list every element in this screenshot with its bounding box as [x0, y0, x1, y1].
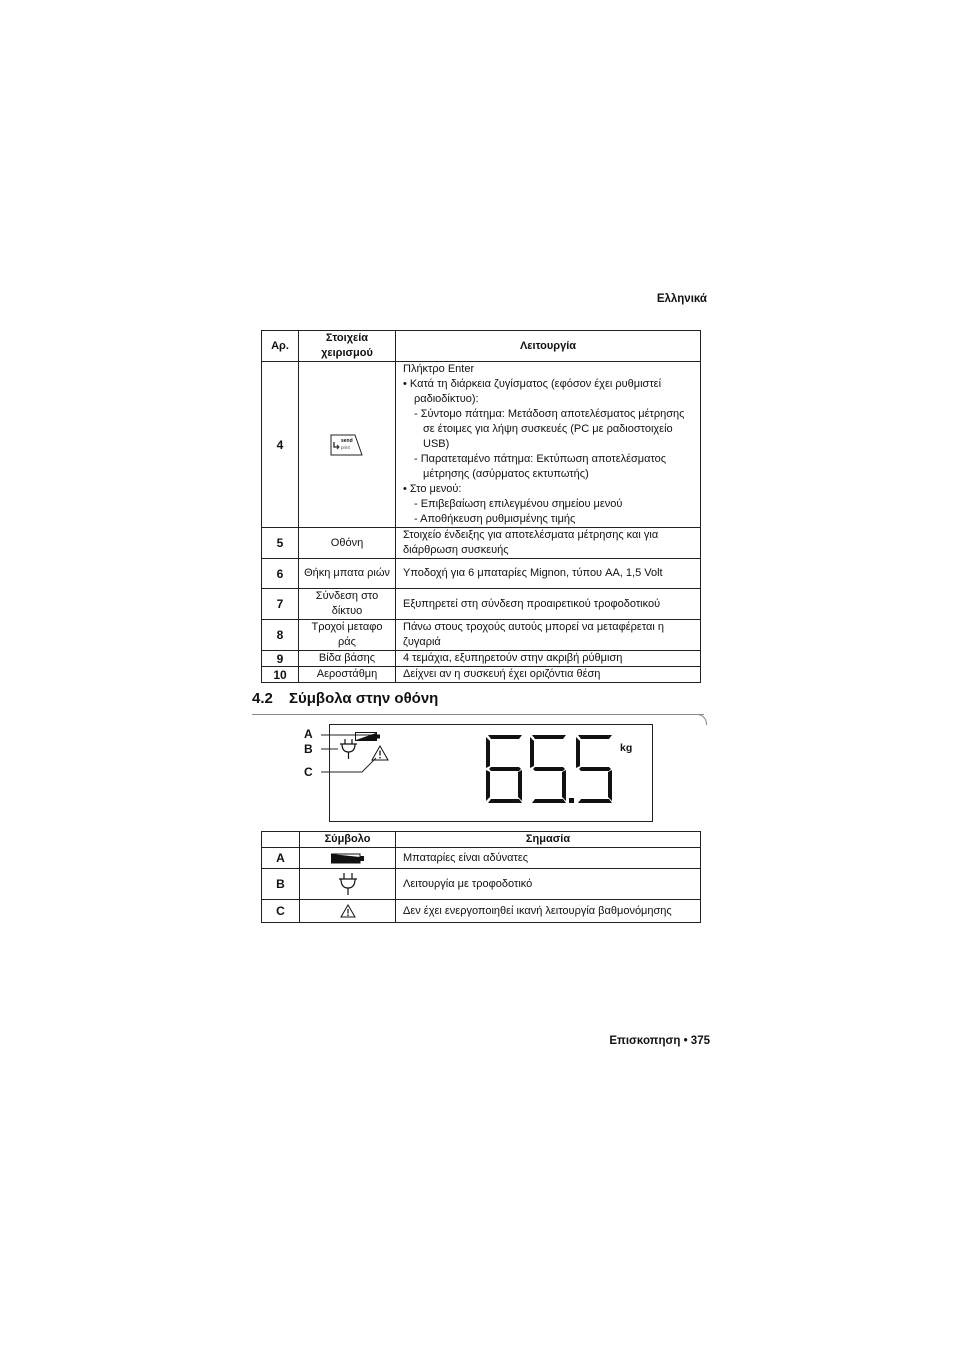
function-title: Πλήκτρο Enter [403, 363, 475, 375]
row-element: Σύνδεση στο δίκτυο [299, 589, 396, 620]
row-num: 10 [262, 667, 299, 683]
weight-reading-digits [485, 734, 613, 804]
col-header-function: Λειτουργία [396, 331, 701, 362]
table-header-row [262, 331, 701, 362]
display-label-b: B [304, 742, 313, 756]
symbol-letter: A [262, 848, 300, 869]
symbol-cell [300, 869, 396, 900]
table-row [262, 589, 701, 620]
function-bullet: • Στο μενού: [403, 483, 462, 495]
row-function: Δείχνει αν η συσκευή έχει οριζόντια θέση [396, 667, 701, 683]
col-header-letter [262, 832, 300, 848]
symbol-meaning: Μπαταρίες είναι αδύνατες [396, 848, 701, 869]
row-function: Εξυπηρετεί στη σύνδεση προαιρετικού τροφοδοτικού [396, 589, 701, 620]
function-subitem: - Επιβεβαίωση επιλεγμένου σημείου μενού [414, 498, 623, 510]
symbol-meaning: Δεν έχει ενεργοποιηθεί ικανή λειτουργία βαθμονόμησης [396, 900, 701, 923]
row-element: Οθόνη [299, 528, 396, 559]
table-row [262, 528, 701, 559]
table-row [262, 362, 701, 528]
function-subitem: - Αποθήκευση ρυθμισμένης τιμής [414, 513, 576, 525]
page-footer: Επισκοπηση • 375 [609, 1035, 710, 1047]
function-subitem: - Παρατεταμένο πάτημα: Εκτύπωση αποτελέσματος μέτρησης (ασύρματος εκτυπωτής) [414, 453, 667, 480]
row-element: Βίδα βάσης [299, 651, 396, 667]
language-label: Ελληνικά [656, 293, 707, 305]
symbol-cell [300, 900, 396, 923]
row-num: 5 [262, 528, 299, 559]
display-label-a: A [304, 727, 313, 741]
row-function: Υποδοχή για 6 μπαταρίες Mignon, τύπου AA, 1,5 Volt [396, 559, 701, 589]
function-bullet: • Κατά τη διάρκεια ζυγίσματος (εφόσον έχει ρυθμιστεί ραδιοδίκτυο): [403, 378, 662, 405]
symbols-table [261, 831, 701, 923]
row-num: 4 [262, 362, 299, 528]
col-header-num: Αρ. [262, 331, 299, 362]
row-num: 8 [262, 620, 299, 651]
warning-triangle-icon [340, 904, 356, 918]
function-cell [396, 362, 701, 528]
symbol-cell [300, 848, 396, 869]
table-header-row [262, 832, 701, 848]
section-title: Σύμβολα στην οθόνη [289, 690, 439, 707]
function-subitem: - Σύντομο πάτημα: Μετάδοση αποτελέσματος μέτρησης σε έτοιμες για λήψη συσκευές (PC με ραδιοστοιχείο USB) [414, 408, 685, 450]
display-label-c: C [304, 765, 313, 779]
controls-table [261, 330, 701, 683]
row-function: 4 τεμάχια, εξυπηρετούν στην ακριβή ρύθμιση [396, 651, 701, 667]
row-num: 6 [262, 559, 299, 589]
key-label-print: print [341, 444, 350, 450]
section-rule-corner [696, 714, 707, 725]
table-row [262, 620, 701, 651]
power-plug-icon [337, 872, 359, 896]
key-label-send: send [341, 437, 353, 444]
table-row [262, 869, 701, 900]
col-header-symbol: Σύμβολο [300, 832, 396, 848]
table-row [262, 900, 701, 923]
row-function: Στοιχείο ένδειξης για αποτελέσματα μέτρησης και για διάρθρωση συσκευής [396, 528, 701, 559]
section-number: 4.2 [252, 690, 273, 707]
col-header-meaning: Σημασία [396, 832, 701, 848]
table-row [262, 848, 701, 869]
section-heading [252, 690, 438, 707]
symbol-meaning: Λειτουργία με τροφοδοτικό [396, 869, 701, 900]
table-row [262, 651, 701, 667]
battery-low-icon [331, 853, 365, 864]
row-element: Αεροστάθμη [299, 667, 396, 683]
symbol-letter: B [262, 869, 300, 900]
row-num: 9 [262, 651, 299, 667]
section-rule [252, 714, 704, 715]
enter-key-icon [330, 433, 364, 457]
lcd-display [329, 724, 653, 822]
warning-triangle-icon [371, 745, 389, 761]
row-num: 7 [262, 589, 299, 620]
power-plug-icon [338, 738, 360, 760]
weight-unit: kg [620, 742, 633, 754]
row-element: Θήκη μπατα ριών [299, 559, 396, 589]
table-row [262, 667, 701, 683]
row-element: Τροχοί μεταφο ράς [299, 620, 396, 651]
row-function: Πάνω στους τροχούς αυτούς μπορεί να μεταφέρεται η ζυγαριά [396, 620, 701, 651]
table-row [262, 559, 701, 589]
enter-key-cell [299, 362, 396, 528]
symbol-letter: C [262, 900, 300, 923]
col-header-element: Στοιχεία χειρισμού [299, 331, 396, 362]
